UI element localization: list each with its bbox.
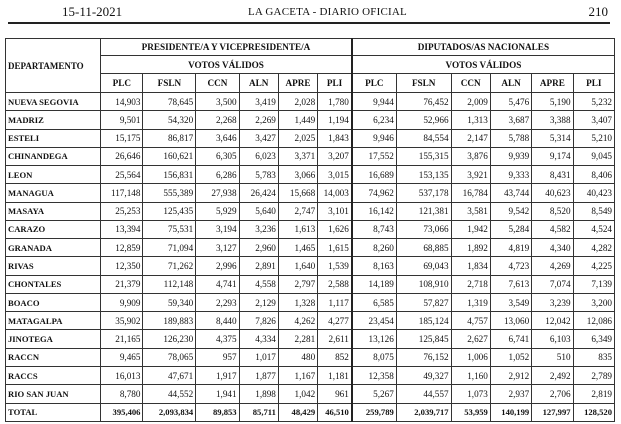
table-row — [6, 275, 615, 293]
vote-count-cell: 9,542 — [490, 202, 531, 220]
vote-count-cell: 6,103 — [532, 330, 573, 348]
vote-count-cell: 8,520 — [532, 202, 573, 220]
vote-count-cell: 1,181 — [318, 366, 352, 384]
vote-count-cell: 1,941 — [196, 385, 239, 403]
table-row — [6, 348, 615, 366]
vote-count-cell: 4,582 — [532, 220, 573, 238]
party-column-header: CCN — [196, 74, 239, 93]
vote-count-cell: 44,552 — [143, 385, 196, 403]
vote-count-cell: 3,066 — [278, 166, 317, 184]
vote-count-cell: 2,268 — [196, 111, 239, 129]
vote-count-cell: 555,389 — [143, 184, 196, 202]
table-row — [6, 330, 615, 348]
vote-count-cell: 71,262 — [143, 257, 196, 275]
vote-count-cell: 74,962 — [352, 184, 396, 202]
vote-count-cell: 14,189 — [352, 275, 396, 293]
department-name: BOACO — [6, 293, 101, 311]
vote-count-cell: 3,127 — [196, 239, 239, 257]
vote-count-cell: 2,747 — [278, 202, 317, 220]
vote-count-cell: 6,286 — [196, 166, 239, 184]
vote-count-cell: 1,194 — [318, 111, 352, 129]
vote-count-cell: 1,319 — [451, 293, 490, 311]
department-name: CHONTALES — [6, 275, 101, 293]
vote-count-cell: 2,627 — [451, 330, 490, 348]
party-column-header: ALN — [239, 74, 278, 93]
vote-count-cell: 2,789 — [573, 366, 614, 384]
vote-count-cell: 78,645 — [143, 93, 196, 111]
party-column-header: PLI — [573, 74, 614, 93]
vote-count-cell: 1,626 — [318, 220, 352, 238]
vote-count-cell: 121,381 — [396, 202, 451, 220]
vote-count-cell: 13,126 — [352, 330, 396, 348]
department-column-header: DEPARTAMENTO — [6, 39, 101, 93]
vote-count-cell: 2,819 — [573, 385, 614, 403]
vote-count-cell: 510 — [532, 348, 573, 366]
vote-count-cell: 189,883 — [143, 312, 196, 330]
vote-count-cell: 1,042 — [278, 385, 317, 403]
vote-count-cell: 2,147 — [451, 129, 490, 147]
department-name: ESTELI — [6, 129, 101, 147]
table-row — [6, 220, 615, 238]
vote-count-cell: 1,892 — [451, 239, 490, 257]
total-label: TOTAL — [6, 403, 101, 421]
total-value-cell: 127,997 — [532, 403, 573, 421]
party-column-header: APRE — [278, 74, 317, 93]
vote-count-cell: 3,407 — [573, 111, 614, 129]
vote-count-cell: 26,424 — [239, 184, 278, 202]
table-row — [6, 93, 615, 111]
vote-count-cell: 5,190 — [532, 93, 573, 111]
vote-count-cell: 68,885 — [396, 239, 451, 257]
total-value-cell: 128,520 — [573, 403, 614, 421]
department-name: MATAGALPA — [6, 312, 101, 330]
total-value-cell: 2,039,717 — [396, 403, 451, 421]
vote-count-cell: 5,232 — [573, 93, 614, 111]
vote-count-cell: 12,086 — [573, 312, 614, 330]
vote-count-cell: 3,921 — [451, 166, 490, 184]
header-row-groups — [6, 39, 615, 56]
party-column-header: FSLN — [143, 74, 196, 93]
vote-count-cell: 4,558 — [239, 275, 278, 293]
vote-count-cell: 21,165 — [101, 330, 143, 348]
vote-count-cell: 155,315 — [396, 147, 451, 165]
vote-count-cell: 2,937 — [490, 385, 531, 403]
vote-count-cell: 23,454 — [352, 312, 396, 330]
total-value-cell: 395,406 — [101, 403, 143, 421]
department-name: RACCN — [6, 348, 101, 366]
table-row — [6, 184, 615, 202]
party-column-header: FSLN — [396, 74, 451, 93]
vote-count-cell: 40,623 — [532, 184, 573, 202]
vote-count-cell: 26,646 — [101, 147, 143, 165]
vote-count-cell: 1,877 — [239, 366, 278, 384]
vote-count-cell: 6,023 — [239, 147, 278, 165]
vote-count-cell: 16,784 — [451, 184, 490, 202]
vote-count-cell: 957 — [196, 348, 239, 366]
vote-count-cell: 27,938 — [196, 184, 239, 202]
vote-count-cell: 2,912 — [490, 366, 531, 384]
vote-count-cell: 2,718 — [451, 275, 490, 293]
vote-count-cell: 8,431 — [532, 166, 573, 184]
vote-count-cell: 1,160 — [451, 366, 490, 384]
vote-count-cell: 44,557 — [396, 385, 451, 403]
department-name: GRANADA — [6, 239, 101, 257]
department-name: JINOTEGA — [6, 330, 101, 348]
vote-count-cell: 3,419 — [239, 93, 278, 111]
vote-count-cell: 4,741 — [196, 275, 239, 293]
vote-count-cell: 2,588 — [318, 275, 352, 293]
deputies-group-header: DIPUTADOS/AS NACIONALES — [352, 39, 615, 56]
vote-count-cell: 3,236 — [239, 220, 278, 238]
vote-count-cell: 961 — [318, 385, 352, 403]
deputies-valid-votes-header: VOTOS VÁLIDOS — [352, 56, 615, 74]
vote-count-cell: 13,060 — [490, 312, 531, 330]
vote-count-cell: 9,045 — [573, 147, 614, 165]
vote-count-cell: 8,406 — [573, 166, 614, 184]
vote-count-cell: 1,898 — [239, 385, 278, 403]
vote-count-cell: 15,175 — [101, 129, 143, 147]
header-title: LA GACETA - DIARIO OFICIAL — [248, 6, 407, 18]
vote-count-cell: 2,269 — [239, 111, 278, 129]
vote-count-cell: 2,960 — [239, 239, 278, 257]
vote-count-cell: 78,065 — [143, 348, 196, 366]
vote-count-cell: 1,449 — [278, 111, 317, 129]
vote-count-cell: 4,282 — [573, 239, 614, 257]
vote-count-cell: 6,741 — [490, 330, 531, 348]
vote-count-cell: 2,492 — [532, 366, 573, 384]
vote-count-cell: 73,066 — [396, 220, 451, 238]
vote-count-cell: 4,340 — [532, 239, 573, 257]
vote-count-cell: 125,845 — [396, 330, 451, 348]
vote-count-cell: 16,142 — [352, 202, 396, 220]
vote-count-cell: 153,135 — [396, 166, 451, 184]
total-value-cell: 48,429 — [278, 403, 317, 421]
vote-count-cell: 69,043 — [396, 257, 451, 275]
vote-count-cell: 4,375 — [196, 330, 239, 348]
vote-count-cell: 6,305 — [196, 147, 239, 165]
vote-count-cell: 3,200 — [573, 293, 614, 311]
vote-count-cell: 8,549 — [573, 202, 614, 220]
vote-count-cell: 5,210 — [573, 129, 614, 147]
vote-count-cell: 5,783 — [239, 166, 278, 184]
vote-count-cell: 156,831 — [143, 166, 196, 184]
vote-count-cell: 3,876 — [451, 147, 490, 165]
department-name: MASAYA — [6, 202, 101, 220]
president-group-header: PRESIDENTE/A Y VICEPRESIDENTE/A — [101, 39, 352, 56]
party-column-header: CCN — [451, 74, 490, 93]
vote-count-cell: 16,013 — [101, 366, 143, 384]
vote-count-cell: 3,549 — [490, 293, 531, 311]
vote-count-cell: 1,640 — [278, 257, 317, 275]
vote-count-cell: 14,003 — [318, 184, 352, 202]
vote-count-cell: 16,689 — [352, 166, 396, 184]
vote-count-cell: 2,706 — [532, 385, 573, 403]
vote-count-cell: 86,817 — [143, 129, 196, 147]
vote-count-cell: 1,539 — [318, 257, 352, 275]
total-value-cell: 259,789 — [352, 403, 396, 421]
table-row — [6, 239, 615, 257]
vote-count-cell: 8,780 — [101, 385, 143, 403]
vote-count-cell: 480 — [278, 348, 317, 366]
vote-count-cell: 1,615 — [318, 239, 352, 257]
vote-count-cell: 2,293 — [196, 293, 239, 311]
vote-count-cell: 1,917 — [196, 366, 239, 384]
vote-count-cell: 71,094 — [143, 239, 196, 257]
vote-count-cell: 35,902 — [101, 312, 143, 330]
vote-count-cell: 160,621 — [143, 147, 196, 165]
department-name: LEON — [6, 166, 101, 184]
vote-count-cell: 1,006 — [451, 348, 490, 366]
vote-count-cell: 1,313 — [451, 111, 490, 129]
vote-count-cell: 5,640 — [239, 202, 278, 220]
vote-count-cell: 4,723 — [490, 257, 531, 275]
vote-count-cell: 12,859 — [101, 239, 143, 257]
total-value-cell: 53,959 — [451, 403, 490, 421]
vote-count-cell: 3,194 — [196, 220, 239, 238]
vote-count-cell: 84,554 — [396, 129, 451, 147]
vote-count-cell: 25,564 — [101, 166, 143, 184]
total-row — [6, 403, 615, 421]
vote-count-cell: 3,371 — [278, 147, 317, 165]
vote-count-cell: 2,028 — [278, 93, 317, 111]
vote-count-cell: 4,277 — [318, 312, 352, 330]
vote-count-cell: 6,585 — [352, 293, 396, 311]
vote-count-cell: 2,611 — [318, 330, 352, 348]
president-valid-votes-header: VOTOS VÁLIDOS — [101, 56, 352, 74]
vote-count-cell: 5,788 — [490, 129, 531, 147]
vote-count-cell: 49,327 — [396, 366, 451, 384]
vote-count-cell: 1,780 — [318, 93, 352, 111]
vote-count-cell: 12,042 — [532, 312, 573, 330]
vote-count-cell: 8,440 — [196, 312, 239, 330]
total-value-cell: 46,510 — [318, 403, 352, 421]
vote-count-cell: 9,501 — [101, 111, 143, 129]
vote-count-cell: 117,148 — [101, 184, 143, 202]
vote-count-cell: 3,101 — [318, 202, 352, 220]
department-name: RIO SAN JUAN — [6, 385, 101, 403]
vote-count-cell: 7,139 — [573, 275, 614, 293]
table-row — [6, 111, 615, 129]
vote-count-cell: 12,358 — [352, 366, 396, 384]
vote-count-cell: 47,671 — [143, 366, 196, 384]
table-row — [6, 166, 615, 184]
vote-count-cell: 8,260 — [352, 239, 396, 257]
total-value-cell: 89,853 — [196, 403, 239, 421]
vote-count-cell: 7,074 — [532, 275, 573, 293]
vote-count-cell: 9,939 — [490, 147, 531, 165]
party-column-header: ALN — [490, 74, 531, 93]
vote-count-cell: 2,996 — [196, 257, 239, 275]
vote-count-cell: 9,944 — [352, 93, 396, 111]
party-column-header: PLI — [318, 74, 352, 93]
vote-count-cell: 1,167 — [278, 366, 317, 384]
election-results-table — [5, 38, 615, 422]
total-value-cell: 140,199 — [490, 403, 531, 421]
vote-count-cell: 75,531 — [143, 220, 196, 238]
vote-count-cell: 57,827 — [396, 293, 451, 311]
vote-count-cell: 8,743 — [352, 220, 396, 238]
vote-count-cell: 5,284 — [490, 220, 531, 238]
vote-count-cell: 3,687 — [490, 111, 531, 129]
vote-count-cell: 25,253 — [101, 202, 143, 220]
vote-count-cell: 9,333 — [490, 166, 531, 184]
vote-count-cell: 15,668 — [278, 184, 317, 202]
vote-count-cell: 43,744 — [490, 184, 531, 202]
vote-count-cell: 40,423 — [573, 184, 614, 202]
vote-count-cell: 13,394 — [101, 220, 143, 238]
vote-count-cell: 3,427 — [239, 129, 278, 147]
vote-count-cell: 6,349 — [573, 330, 614, 348]
vote-count-cell: 4,334 — [239, 330, 278, 348]
total-value-cell: 2,093,834 — [143, 403, 196, 421]
vote-count-cell: 5,929 — [196, 202, 239, 220]
vote-count-cell: 8,075 — [352, 348, 396, 366]
vote-count-cell: 52,966 — [396, 111, 451, 129]
vote-count-cell: 2,891 — [239, 257, 278, 275]
vote-count-cell: 2,129 — [239, 293, 278, 311]
department-name: CARAZO — [6, 220, 101, 238]
header-date: 15-11-2021 — [62, 4, 123, 19]
party-column-header: PLC — [352, 74, 396, 93]
vote-count-cell: 4,819 — [490, 239, 531, 257]
vote-count-cell: 3,581 — [451, 202, 490, 220]
table-row — [6, 366, 615, 384]
vote-count-cell: 4,757 — [451, 312, 490, 330]
vote-count-cell: 125,435 — [143, 202, 196, 220]
vote-count-cell: 3,500 — [196, 93, 239, 111]
vote-count-cell: 5,476 — [490, 93, 531, 111]
vote-count-cell: 4,524 — [573, 220, 614, 238]
party-column-header: PLC — [101, 74, 143, 93]
vote-count-cell: 112,148 — [143, 275, 196, 293]
vote-count-cell: 76,152 — [396, 348, 451, 366]
vote-count-cell: 2,797 — [278, 275, 317, 293]
table-row — [6, 312, 615, 330]
table-row — [6, 385, 615, 403]
total-value-cell: 85,711 — [239, 403, 278, 421]
vote-count-cell: 126,230 — [143, 330, 196, 348]
vote-count-cell: 2,009 — [451, 93, 490, 111]
vote-count-cell: 7,826 — [239, 312, 278, 330]
page-header — [8, 4, 610, 24]
department-name: NUEVA SEGOVIA — [6, 93, 101, 111]
vote-count-cell: 7,613 — [490, 275, 531, 293]
vote-count-cell: 5,267 — [352, 385, 396, 403]
vote-count-cell: 76,452 — [396, 93, 451, 111]
table-row — [6, 202, 615, 220]
department-name: CHINANDEGA — [6, 147, 101, 165]
vote-count-cell: 1,465 — [278, 239, 317, 257]
vote-count-cell: 21,379 — [101, 275, 143, 293]
vote-count-cell: 4,262 — [278, 312, 317, 330]
table-row — [6, 293, 615, 311]
vote-count-cell: 4,225 — [573, 257, 614, 275]
party-column-header: APRE — [532, 74, 573, 93]
vote-count-cell: 1,073 — [451, 385, 490, 403]
vote-count-cell: 9,465 — [101, 348, 143, 366]
vote-count-cell: 59,340 — [143, 293, 196, 311]
vote-count-cell: 2,025 — [278, 129, 317, 147]
department-name: MADRIZ — [6, 111, 101, 129]
vote-count-cell: 8,163 — [352, 257, 396, 275]
vote-count-cell: 108,910 — [396, 275, 451, 293]
vote-count-cell: 852 — [318, 348, 352, 366]
vote-count-cell: 9,946 — [352, 129, 396, 147]
vote-count-cell: 1,942 — [451, 220, 490, 238]
vote-count-cell: 6,234 — [352, 111, 396, 129]
vote-count-cell: 54,320 — [143, 111, 196, 129]
department-name: MANAGUA — [6, 184, 101, 202]
vote-count-cell: 1,017 — [239, 348, 278, 366]
department-name: RACCS — [6, 366, 101, 384]
table-row — [6, 147, 615, 165]
vote-count-cell: 9,174 — [532, 147, 573, 165]
department-name: RIVAS — [6, 257, 101, 275]
vote-count-cell: 17,552 — [352, 147, 396, 165]
vote-count-cell: 3,646 — [196, 129, 239, 147]
vote-count-cell: 3,015 — [318, 166, 352, 184]
vote-count-cell: 537,178 — [396, 184, 451, 202]
vote-count-cell: 2,281 — [278, 330, 317, 348]
table-row — [6, 129, 615, 147]
vote-count-cell: 1,328 — [278, 293, 317, 311]
vote-count-cell: 835 — [573, 348, 614, 366]
vote-count-cell: 12,350 — [101, 257, 143, 275]
vote-count-cell: 3,388 — [532, 111, 573, 129]
vote-count-cell: 3,207 — [318, 147, 352, 165]
vote-count-cell: 4,269 — [532, 257, 573, 275]
vote-count-cell: 185,124 — [396, 312, 451, 330]
vote-count-cell: 1,117 — [318, 293, 352, 311]
table-row — [6, 257, 615, 275]
vote-count-cell: 1,843 — [318, 129, 352, 147]
vote-count-cell: 5,314 — [532, 129, 573, 147]
vote-count-cell: 1,052 — [490, 348, 531, 366]
header-page-number: 210 — [588, 4, 608, 19]
vote-count-cell: 14,903 — [101, 93, 143, 111]
vote-count-cell: 1,834 — [451, 257, 490, 275]
vote-count-cell: 9,909 — [101, 293, 143, 311]
vote-count-cell: 1,613 — [278, 220, 317, 238]
vote-count-cell: 3,239 — [532, 293, 573, 311]
